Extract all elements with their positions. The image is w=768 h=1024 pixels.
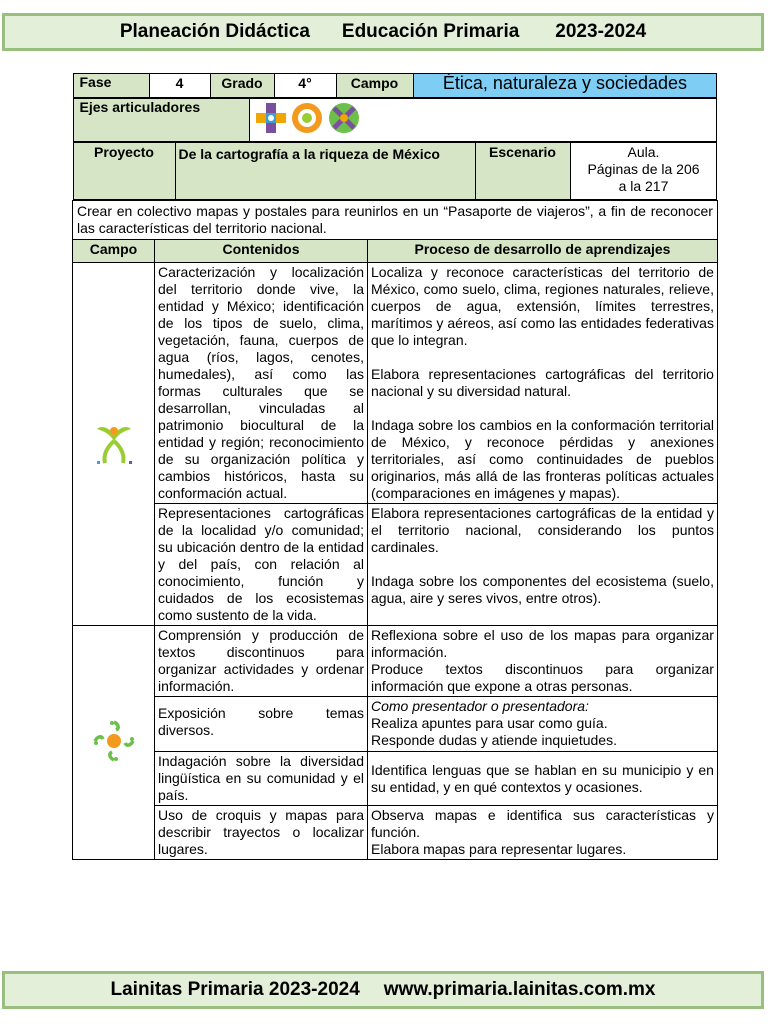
proceso-4-l2: Responde dudas y atiende inquietudes.	[371, 732, 617, 748]
proceso-3	[368, 626, 718, 697]
contenido-5: Indagación sobre la diversidad lingüística en su comunidad y el país.	[155, 752, 368, 806]
contenido-6: Uso de croquis y mapas para describir trayectos o localizar lugares.	[155, 806, 368, 860]
proceso-2	[368, 504, 718, 626]
escenario-value	[570, 143, 717, 200]
footer-banner	[2, 971, 764, 1009]
proceso-4-italic: Como presentador o presentadora:	[371, 698, 589, 714]
fase-value: 4	[149, 74, 210, 98]
table-row	[73, 697, 718, 752]
campo-icon-cell-2	[73, 626, 155, 860]
proceso-6-l1: Observa mapas e identifica sus características y función.	[371, 807, 714, 840]
people-circle-icon	[92, 719, 136, 763]
puzzle-cross-icon	[256, 103, 286, 133]
contenido-3: Comprensión y producción de textos discontinuos para organizar actividades y ordenar información.	[155, 626, 368, 697]
campo-value: Ética, naturaleza y sociedades	[413, 74, 717, 98]
proceso-1-p1: Localiza y reconoce características del territorio de México, como suelo, clima, regiones naturales, relieve, cuerpos de agua, extensión, límites terrestres, marítimos y aéreos, así como las entidades federativas que lo integran.	[371, 264, 714, 348]
planning-table	[72, 73, 718, 860]
proyecto-value: De la cartografía a la riqueza de México	[175, 143, 475, 200]
ejes-row	[73, 98, 718, 142]
sprout-person-icon	[89, 417, 139, 467]
proyecto-row	[73, 142, 718, 200]
table-row	[73, 263, 718, 504]
table-row	[73, 626, 718, 697]
header-right: 2023-2024	[555, 21, 647, 42]
proceso-3-l2: Produce textos discontinuos para organizar información que expone a otras personas.	[371, 661, 714, 694]
proceso-4	[368, 697, 718, 752]
proceso-1	[368, 263, 718, 504]
escenario-line-2: Páginas de la 206	[587, 161, 700, 177]
ejes-icons	[249, 99, 717, 142]
project-description: Crear en colectivo mapas y postales para reunirlos en un “Pasaporte de viajeros”, a fin de reconocer las características del territorio nacional.	[73, 201, 718, 240]
proceso-1-p3: Indaga sobre los cambios en la conformación territorial de México, y reconoce pérdidas y anexiones territoriales, así como continuidades de pueblos originarios, más allá de las fronteras políticas actuales (comparaciones en imágenes y mapas).	[371, 417, 714, 501]
proceso-5	[368, 752, 718, 806]
header-center: Educación Primaria	[341, 21, 520, 42]
contenido-2: Representaciones cartográficas de la localidad y/o comunidad; su ubicación dentro de la entidad y del país, con relación al conocimiento, función y cuidados de los ecosistemas como sustento de la vida.	[155, 504, 368, 626]
proceso-4-l1: Realiza apuntes para usar como guía.	[371, 715, 608, 731]
orange-ring-icon	[292, 103, 322, 133]
col-proceso: Proceso de desarrollo de aprendizajes	[368, 240, 718, 263]
header-banner	[2, 13, 764, 51]
proceso-6-l2: Elabora mapas para representar lugares.	[371, 841, 627, 857]
ejes-icons-svg	[254, 101, 364, 135]
footer-right[interactable]: www.primaria.lainitas.com.mx	[383, 979, 656, 1000]
grado-label: Grado	[210, 74, 274, 98]
escenario-line-3: a la 217	[618, 178, 669, 194]
campo-label: Campo	[336, 74, 413, 98]
col-campo: Campo	[73, 240, 155, 263]
ejes-label: Ejes articuladores	[73, 99, 249, 142]
table-row	[73, 504, 718, 626]
proceso-1-p2: Elabora representaciones cartográficas del territorio nacional y su diversidad natural.	[371, 366, 714, 399]
contenido-4: Exposición sobre temas diversos.	[155, 697, 368, 752]
table-row	[73, 752, 718, 806]
green-x-circle-icon	[329, 103, 359, 133]
col-contenidos: Contenidos	[155, 240, 368, 263]
contenido-1: Caracterización y localización del territorio donde vive, la entidad y México; identificación de los tipos de suelo, clima, vegetación, fauna, cuerpos de agua (ríos, lagos, cenotes, humedales), así como las formas culturales que se desarrollan, vinculadas al patrimonio biocultural de la entidad y región; reconocimiento de su organización política y cambios históricos, hasta su conformación actual.	[155, 263, 368, 504]
proceso-3-l1: Reflexiona sobre el uso de los mapas para organizar información.	[371, 627, 714, 660]
proceso-6	[368, 806, 718, 860]
proyecto-label: Proyecto	[73, 143, 175, 200]
info-row	[73, 73, 718, 98]
proceso-5-l1: Identifica lenguas que se hablan en su municipio y en su entidad, y en qué contextos y ocasiones.	[371, 761, 714, 795]
proceso-2-p2: Indaga sobre los componentes del ecosistema (suelo, agua, aire y seres vivos, entre otros).	[371, 573, 714, 606]
grado-value: 4°	[274, 74, 336, 98]
fase-label: Fase	[73, 74, 149, 98]
header-left: Planeación Didáctica	[119, 21, 310, 42]
escenario-label: Escenario	[475, 143, 570, 200]
campo-icon-cell-1	[73, 263, 155, 626]
footer-left: Lainitas Primaria 2023-2024	[110, 979, 360, 1000]
proceso-2-p1: Elabora representaciones cartográficas de la entidad y el territorio nacional, considerando los puntos cardinales.	[371, 505, 714, 555]
table-row	[73, 806, 718, 860]
escenario-line-1: Aula.	[627, 144, 660, 160]
